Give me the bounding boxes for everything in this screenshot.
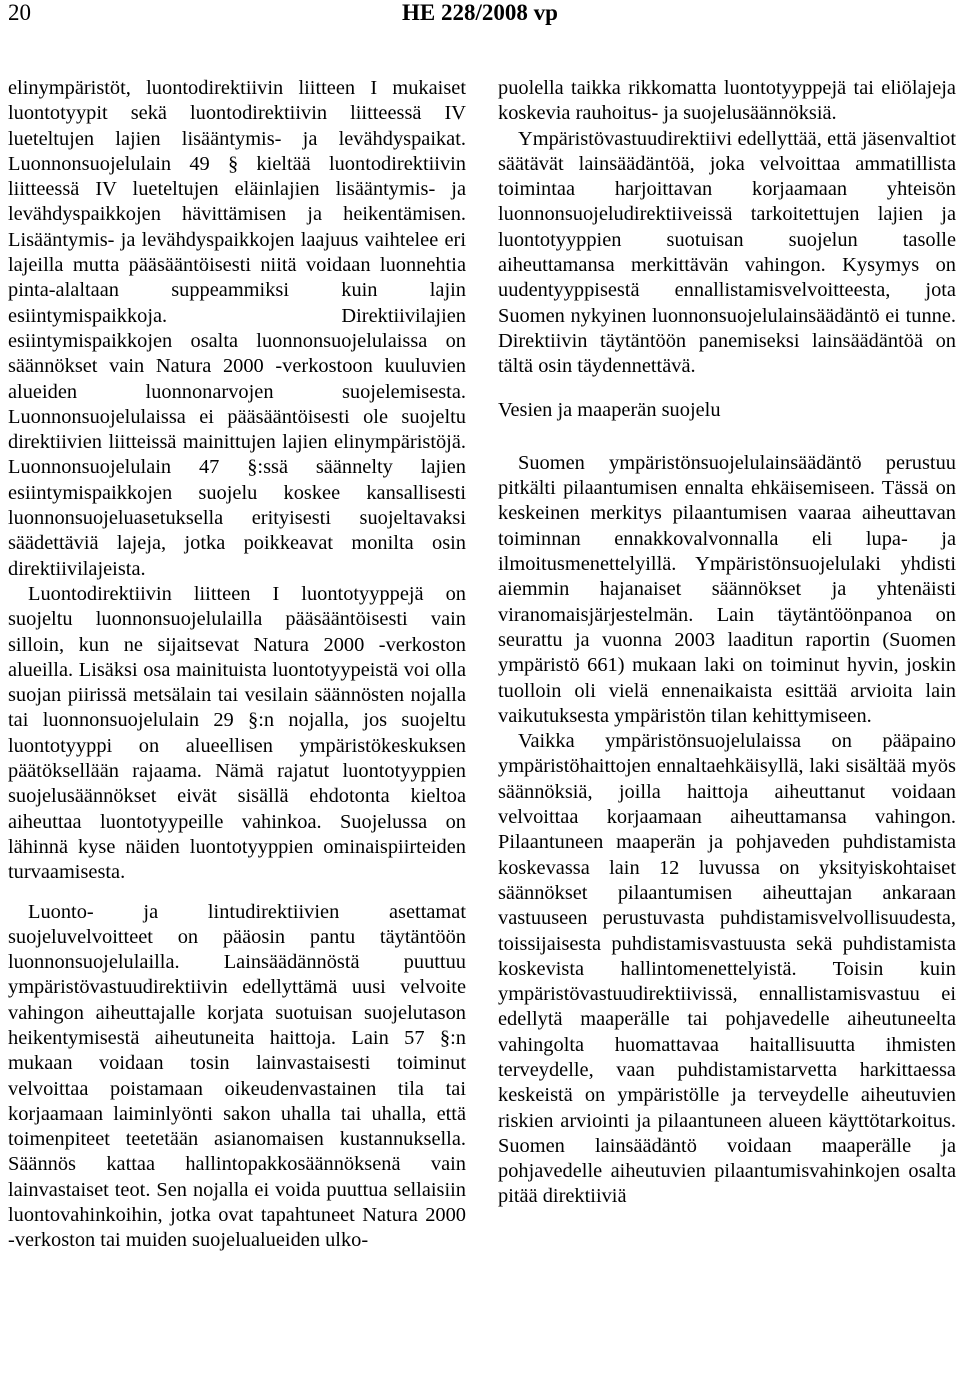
paragraph: Luontodirektiivin liitteen I luontotyyppejä on suojeltu luonnonsuojelulailla pääsääntöisesti vain silloin, kun ne sijaitsevat Natura 2000 -verkoston alueilla. Lisäksi osa mainituista luontotyypeistä voi olla suojan piirissä metsälain tai vesilain säännösten nojalla tai luonnonsuojelulain 29 §:n nojalla, jos suojeltu luontotyyppi on alueellisen ympäristökeskuksen päätöksellään rajaama. Nämä rajatut luontotyyppien suojelusäännökset eivät sisällä ehdotonta kieltoa aiheuttaa luontotyypeille vahinkoa. Suojelussa on lähinnä kyse näiden luontotyyppien ominaispiirteiden turvaamisesta.	[8, 582, 466, 884]
paragraph: elinympäristöt, luontodirektiivin liitteen I mukaiset luontotyypit sekä luontodirektiivin liitteessä IV lueteltujen lajien lisääntymis- ja levähdyspaikat. Luonnonsuojelulain 49 § kieltää luontodirektiivin liitteessä IV lueteltujen eläinlajien lisääntymis- ja levähdyspaikkojen hävittämisen ja heikentämisen. Lisääntymis- ja levähdyspaikkojen laajuus vaihtelee eri lajeilla mutta pääsääntöisesti niitä voidaan luonnehtia pinta-alaltaan suppeammiksi kuin lajin esiintymispaikkoja. Direktiivilajien esiintymispaikkojen osalta luonnonsuojelulaissa on säännökset vain Natura 2000 -verkostoon kuuluvien alueiden luonnonarvojen suojelemisesta. Luonnonsuojelulaissa ei pääsääntöisesti ole suojeltu direktiivien liitteissä mainittujen lajien elinympäristöjä. Luonnonsuojelulain 47 §:ssä säännelty lajien esiintymispaikkojen suojelu koskee kansallisesti luonnonsuojeluasetuksella erityisesti suojeltavaksi säädettäviä lajeja, jotka poikkeavat monilta osin direktiivilajeista.	[8, 77, 466, 580]
section-heading: Vesien ja maaperän suojelu	[498, 398, 721, 421]
paragraph: Vaikka ympäristönsuojelulaissa on pääpaino ympäristöhaittojen ennaltaehkäisyllä, laki sisältää myös säännöksiä, joilla haittoja aiheuttanut voidaan velvoittaa korjaamaan aiheuttamansa vahingon. Pilaantuneen maaperän ja pohjaveden puhdistamista koskevassa lain 12 luvussa on yksityiskohtaiset säännökset pilaantumisen aiheuttajan ankaraan vastuuseen perustuvasta puhdistamisvelvollisuudesta, toissijaisesta puhdistamisvastuusta sekä puhdistamista koskevista hallintomenettelyistä. Toisin kuin ympäristövastuudirektiivissä, ennallistamisvastuu ei edellytä maaperälle tai pohjavedelle aiheutuneelta vahingolta huomattavaa haitallisuutta ihmisten terveydelle, vaan puhdistamistarvetta harkittaessa keskeistä on ympäristölle ja terveydelle aiheutuvien riskien arviointi ja pilaantuneen alueen käyttötarkoitus. Suomen lainsäädäntö voidaan maaperälle ja pohjavedelle aiheutuvien pilaantumisvahinkojen osalta pitää direktiiviä	[498, 730, 956, 1208]
document-id: HE 228/2008 vp	[402, 0, 558, 25]
paragraph: Suomen ympäristönsuojelulainsäädäntö perustuu pitkälti pilaantumisen ennalta ehkäisemiseen. Tässä on keskeinen merkitys pilaantumisen vaaraa aiheuttavan toiminnan ennakkovalvonnalla eli lupa- ja ilmoitusmenettelyillä. Ympäristönsuojelulaki yhdisti aiemmin hajanaiset säännökset ja yhtenäisti viranomaisjärjestelmän. Lain täytäntöönpanoa on seurattu ja vuonna 2003 laaditun raportin (Suomen ympäristö 661) mukaan laki on toiminut hyvin, joskin tuolloin oli vielä ennenaikaista esittää arvioita lain vaikutuksesta ympäristön tilan kehittymiseen.	[498, 451, 956, 727]
page-header	[0, 0, 960, 40]
page-number: 20	[8, 0, 31, 25]
right-column	[498, 76, 956, 1381]
paragraph: Luonto- ja lintudirektiivien asettamat suojeluvelvoitteet on pääosin pantu täytäntöön luonnonsuojelulailla. Lainsäädännöstä puuttuu ympäristövastuudirektiivin edellyttämä uusi velvoite vahingon aiheuttajalle korjata suotuisan suojelutason heikentymisestä aiheutuneita haittoja. Lain 57 §:n mukaan voidaan tosin lainvastaisesti toiminut velvoittaa poistamaan oikeudenvastainen tila tai korjaamaan laiminlyönti sakon uhalla tai uhalla, että toimenpiteet teetetään asianomaisen kustannuksella. Säännös kattaa hallintopakkosäännöksenä vain lainvastaiset teot. Sen nojalla ei voida puuttua sellaisiin luontovahinkoihin, jotka ovat tapahtuneet Natura 2000 -verkoston tai muiden suojelualueiden ulko-	[8, 900, 466, 1252]
paragraph: puolella taikka rikkomatta luontotyyppejä tai eliölajeja koskevia rauhoitus- ja suojelusäännöksiä.	[498, 77, 956, 125]
left-column	[8, 76, 466, 1381]
paragraph: Ympäristövastuudirektiivi edellyttää, että jäsenvaltiot säätävät lainsäädäntöä, joka velvoittaa ammatillista toimintaa harjoittavan korjaamaan yhteisön luonnonsuojeludirektiiveissä tarkoitettujen lajien ja luontotyyppien suotuisan suojelun tasolle aiheuttamansa merkittävän vahingon. Kysymys on uudentyyppisestä ennallistamisvelvoitteesta, jota Suomen nykyinen luonnonsuojelulainsäädäntö ei tunne. Direktiivin täytäntöön panemiseksi lainsäädäntöä on tältä osin täydennettävä.	[498, 127, 956, 378]
